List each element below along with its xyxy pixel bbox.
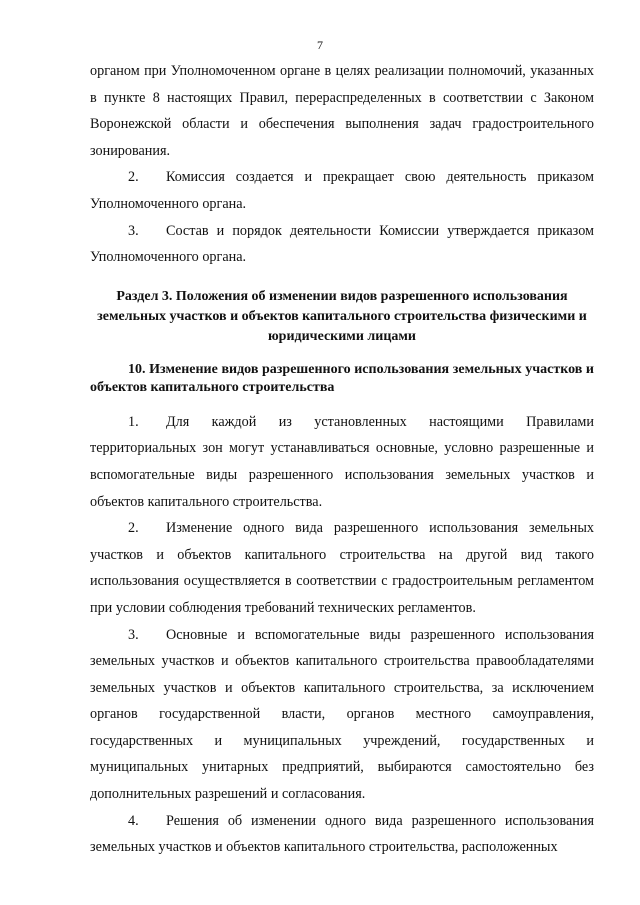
- list-item: [90, 515, 594, 621]
- item-text: Изменение одного вида разрешенного использования земельных участков и объектов капитального строительства на другой вид такого использования осуществляется в соответствии с градостроительным регламентом при условии соблюдения требований технических регламентов.: [90, 520, 594, 616]
- list-item: [90, 808, 594, 861]
- item-text: Решения об изменении одного вида разрешенного использования земельных участков и объектов капитального строительства, расположенных: [90, 812, 594, 856]
- list-item: [90, 409, 594, 515]
- list-item: [90, 622, 594, 808]
- paragraph-continuation: органом при Уполномоченном органе в целях реализации полномочий, указанных в пункте 8 настоящих Правил, перераспределенных в соответствии с Законом Воронежской области и обеспечения выполнения задач градостроительного зонирования.: [90, 63, 594, 159]
- item-text: Для каждой из установленных настоящими Правилами территориальных зон могут устанавливаться основные, условно разрешенные и вспомогательные виды разрешенного использования земельных участков и объектов капитального строительства.: [90, 413, 594, 510]
- page-number: 7: [317, 38, 323, 52]
- list-item: [90, 164, 594, 217]
- item-number: 2.: [128, 520, 139, 537]
- item-number: 2.: [128, 169, 139, 186]
- item-number: 3.: [128, 222, 139, 239]
- item-number: 1.: [128, 413, 139, 430]
- item-number: 4.: [128, 812, 139, 829]
- item-number: 3.: [128, 626, 139, 643]
- item-text: Комиссия создается и прекращает свою деятельность приказом Уполномоченного органа.: [90, 169, 594, 212]
- section-heading: Раздел 3. Положения об изменении видов разрешенного использования земельных участков и объектов капитального строительства физическими и юридическими лицами: [97, 288, 587, 344]
- item-text: Основные и вспомогательные виды разрешенного использования земельных участков и объектов капитального строительства правообладателями земельных участков и объектов капитального строительства, за исключением органов государственной власти, органов местного самоуправления, государственных и муниципальных учреждений, государственных и муниципальных унитарных предприятий, выбираются самостоятельно без дополнительных разрешений и согласования.: [90, 626, 594, 803]
- list-item: [90, 218, 594, 271]
- item-text: Состав и порядок деятельности Комиссии утверждается приказом Уполномоченного органа.: [90, 222, 594, 266]
- subsection-heading: 10. Изменение видов разрешенного использования земельных участков и объектов капитального строительства: [90, 361, 594, 395]
- document-body: [90, 58, 594, 861]
